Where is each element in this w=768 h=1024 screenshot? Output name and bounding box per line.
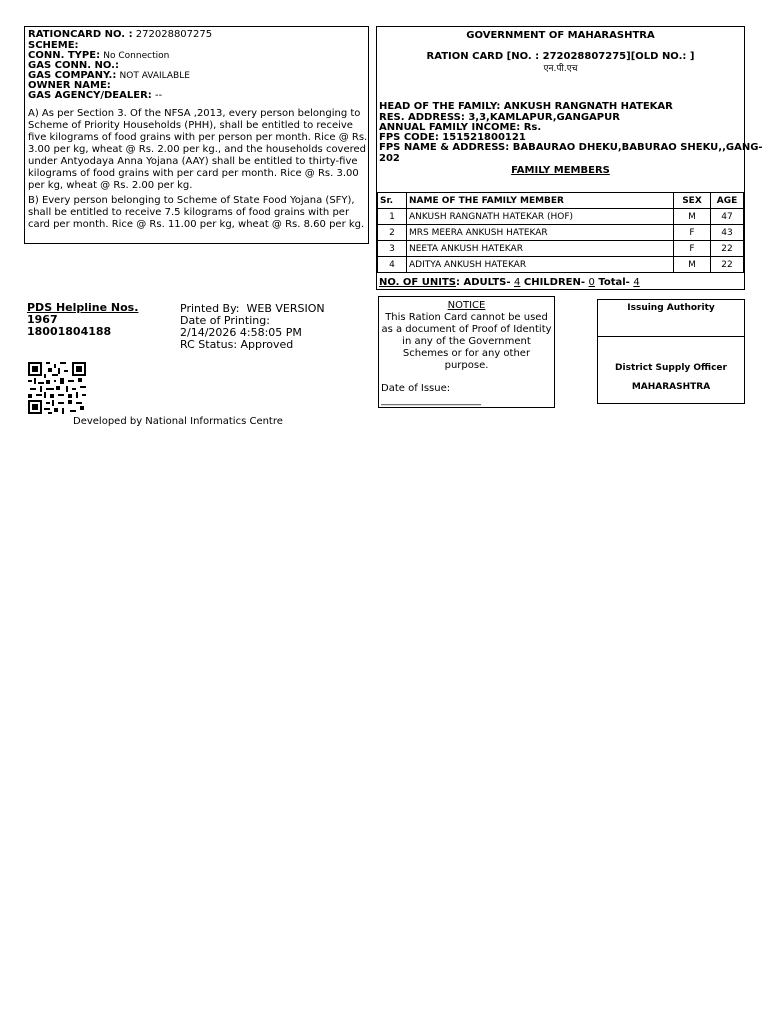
ration-card-title: RATION CARD [NO. : 272028807275][OLD NO.: ] [426, 51, 695, 62]
gas-conn-label: GAS CONN. NO.: [28, 60, 119, 71]
district-supply-officer: District Supply Officer [615, 363, 727, 373]
family-members-title: FAMILY MEMBERS [511, 165, 610, 176]
header-age: AGE [711, 193, 744, 209]
ration-card-main-box [376, 26, 763, 290]
member-name: ANKUSH RANGNATH HATEKAR (HOF) [407, 209, 674, 225]
conn-type-value: No Connection [103, 51, 170, 61]
member-sex: M [674, 257, 711, 273]
rationcard-value: 272028807275 [135, 29, 213, 40]
notice-title: NOTICE [447, 300, 486, 311]
residence-address: RES. ADDRESS: 3,3,KAMLAPUR,GANGAPUR [379, 112, 620, 123]
helpline-number-1: 1967 [27, 313, 58, 326]
table-row [378, 241, 744, 257]
card-category: एन.पी.एच [543, 64, 578, 74]
gas-company-label: GAS COMPANY.: [28, 70, 117, 81]
table-header-row [378, 193, 744, 209]
gas-agency-value: -- [154, 90, 163, 101]
authority-state: MAHARASHTRA [631, 382, 711, 392]
table-row [378, 225, 744, 241]
gas-agency-row [28, 90, 162, 101]
member-age: 47 [711, 209, 744, 225]
issuing-authority-box [597, 299, 745, 404]
table-row [378, 257, 744, 273]
rc-status: RC Status: Approved [180, 338, 294, 351]
units-summary [379, 277, 640, 288]
children-label: CHILDREN- [523, 277, 586, 288]
member-sr: 3 [378, 241, 407, 257]
owner-name-label: OWNER NAME: [28, 80, 111, 91]
member-age: 22 [711, 241, 744, 257]
rationcard-label: RATIONCARD NO. : [28, 29, 133, 40]
total-value: 4 [633, 277, 640, 288]
notice-box [378, 296, 555, 408]
units-label: NO. OF UNITS [379, 277, 456, 288]
sfy-entitlement-paragraph: B) Every person belonging to Scheme of State Food Yojana (SFY), shall be entitled to receive 7.5 kilograms of food grains with per card per month. Rice @ Rs. 11.00 per kg, wheat @ Rs. 8.60 per kg. [28, 195, 365, 230]
member-sex: F [674, 241, 711, 257]
issuing-authority-title: Issuing Authority [627, 303, 715, 313]
header-sr: Sr. [378, 193, 407, 209]
gas-agency-label: GAS AGENCY/DEALER: [28, 90, 152, 101]
fps-code: FPS CODE: 151521800121 [379, 132, 526, 143]
member-age: 43 [711, 225, 744, 241]
member-sr: 4 [378, 257, 407, 273]
member-age: 22 [711, 257, 744, 273]
government-title: GOVERNMENT OF MAHARASHTRA [466, 30, 655, 41]
adults-value: 4 [514, 277, 521, 288]
helpline-title: PDS Helpline Nos. [27, 301, 139, 314]
scheme-label: SCHEME: [28, 40, 79, 51]
header-name: NAME OF THE FAMILY MEMBER [407, 193, 674, 209]
head-of-family: HEAD OF THE FAMILY: ANKUSH RANGNATH HATEKAR [379, 101, 673, 112]
header-sex: SEX [674, 193, 711, 209]
printed-by: Printed By: WEB VERSION [180, 302, 325, 315]
total-label: Total- [598, 277, 630, 288]
table-row [378, 209, 744, 225]
member-sex: F [674, 225, 711, 241]
member-name: ADITYA ANKUSH HATEKAR [407, 257, 674, 273]
date-of-printing-label: Date of Printing: [180, 314, 270, 327]
notice-text: This Ration Card cannot be used as a document of Proof of Identity in any of the Government Schemes or for any other purpose. [381, 312, 552, 371]
member-name: NEETA ANKUSH HATEKAR [407, 241, 674, 257]
member-sr: 1 [378, 209, 407, 225]
member-name: MRS MEERA ANKUSH HATEKAR [407, 225, 674, 241]
fps-name-address-cont: 202 [379, 153, 400, 164]
gas-company-value: NOT AVAILABLE [119, 71, 190, 81]
authority-divider [598, 336, 744, 337]
nfsa-entitlement-paragraph: A) As per Section 3. Of the NFSA ,2013, every person belonging to Scheme of Priority Households (PHH), shall be entitled to receive five kilograms of food grains with per person per month. Rice @ Rs. 3.00 per kg, wheat @ Rs. 2.00 per kg., and the households covered under Antyodaya Anna Yojana (AAY) shall be entitled to thirty-five kilograms of food grains with per card per month. Rice @ Rs. 3.00 per kg, wheat @ Rs. 2.00 per kg. [28, 108, 368, 191]
helpline-number-2: 18001804188 [27, 325, 112, 338]
member-sex: M [674, 209, 711, 225]
member-sr: 2 [378, 225, 407, 241]
developed-by: Developed by National Informatics Centre [73, 416, 283, 427]
conn-type-label: CONN. TYPE: [28, 50, 101, 61]
qr-code-icon [28, 362, 86, 414]
date-of-issue-line: ____________________ [381, 395, 481, 406]
annual-income: ANNUAL FAMILY INCOME: Rs. [379, 122, 542, 133]
family-members-table [377, 192, 744, 273]
children-value: 0 [588, 277, 595, 288]
adults-label: : ADULTS- [455, 277, 511, 288]
fps-name-address: FPS NAME & ADDRESS: BABAURAO DHEKU,BABURAO SHEKU,,GANG- [379, 142, 763, 153]
rationcard-row [28, 29, 212, 40]
date-of-issue-label: Date of Issue: [381, 383, 451, 394]
ration-card-details-box [24, 26, 369, 244]
date-of-printing-value: 2/14/2026 4:58:05 PM [180, 326, 302, 339]
